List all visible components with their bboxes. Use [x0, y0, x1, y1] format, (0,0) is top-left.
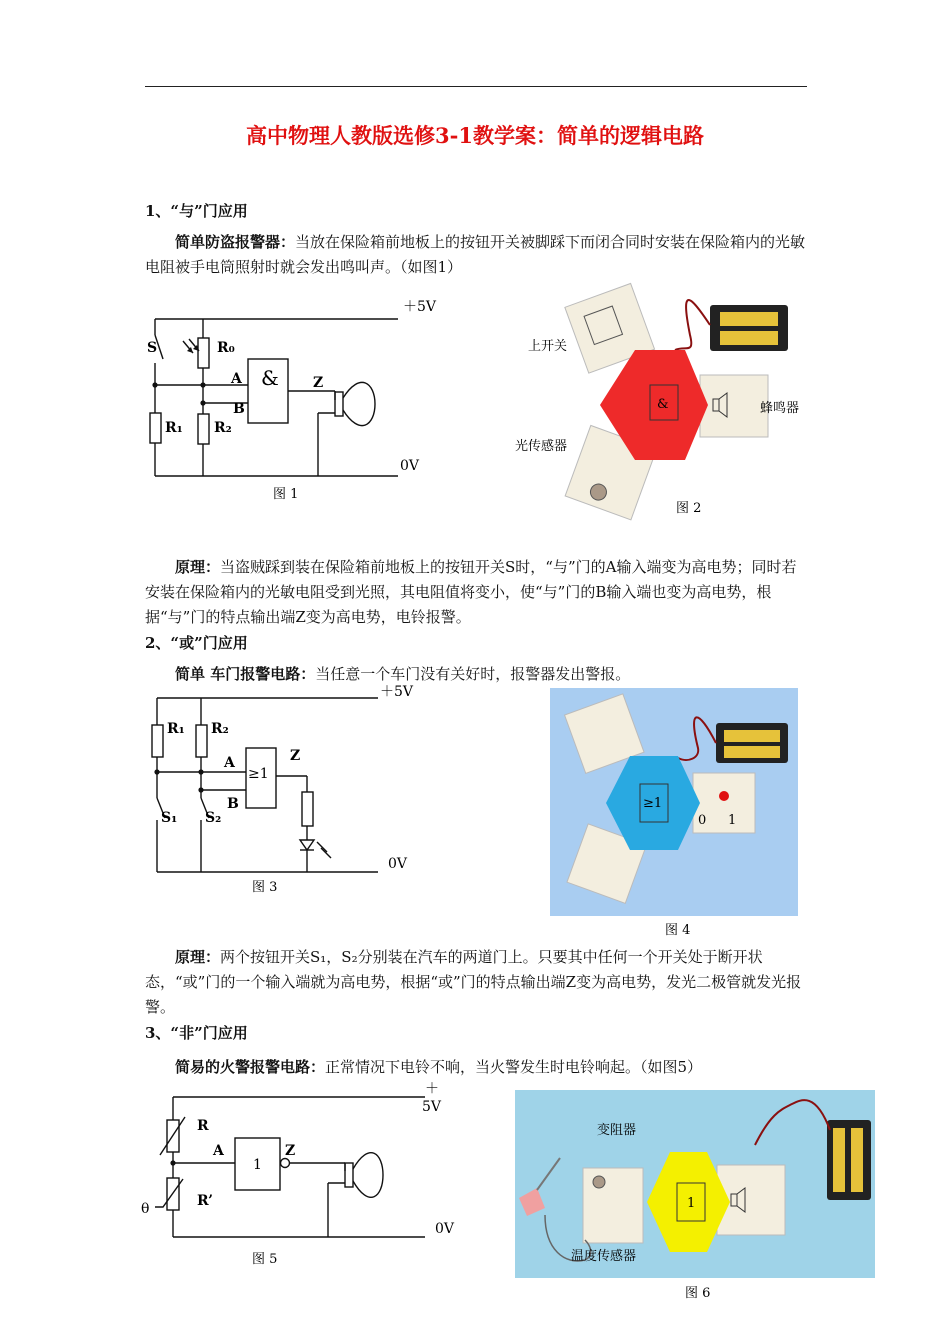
figure4-caption: 图 4: [665, 923, 691, 938]
label-theta: θ: [141, 1201, 150, 1217]
page-title: 高中物理人教版选修3-1教学案：简单的逻辑电路: [246, 123, 704, 148]
label-S: S: [147, 340, 158, 356]
figure4-photo: [548, 688, 798, 944]
ground-label: 0V: [388, 856, 408, 872]
label-Z: Z: [313, 375, 324, 391]
figure1-circuit: [135, 295, 435, 505]
label-buzzer: 蜂鸣器: [760, 401, 800, 416]
figure5-caption: 图 5: [252, 1252, 278, 1267]
supply-label: ＋5V: [380, 684, 414, 700]
principle-lead: 原理：: [175, 558, 221, 576]
figure3-caption: 图 3: [252, 880, 278, 895]
figure6-photo: [515, 1090, 875, 1312]
figure3-circuit: [135, 680, 435, 895]
section1-heading: 1、“与”门应用: [145, 202, 248, 220]
label-A: A: [224, 755, 235, 771]
label-B: B: [227, 796, 239, 812]
label-S1: S₁: [161, 810, 178, 826]
gate-symbol: &: [657, 397, 669, 412]
gate-symbol: ≥1: [643, 796, 663, 811]
label-S2: S₂: [205, 810, 222, 826]
label-Z: Z: [285, 1143, 296, 1159]
section1-intro: [145, 230, 807, 280]
intro-lead: 简单防盗报警器：: [175, 233, 296, 251]
label-R2: R₂: [214, 420, 232, 436]
intro-text: 正常情况下电铃不响，当火警发生时电铃响起。（如图5）: [325, 1058, 703, 1076]
label-Rp: R’: [197, 1193, 214, 1209]
intro-text: 当任意一个车门没有关好时，报警器发出警报。: [315, 665, 631, 683]
label-R: R: [197, 1118, 209, 1134]
section2-heading: 2、“或”门应用: [145, 634, 248, 652]
label-A: A: [231, 371, 242, 387]
figure5-circuit: [135, 1075, 465, 1275]
section2-principle: [145, 945, 807, 1020]
supply-v-label: 5V: [422, 1099, 442, 1115]
rheostat-module: [583, 1168, 643, 1243]
intro-lead: 简易的火警报警电路：: [175, 1058, 326, 1076]
figure6-caption: 图 6: [685, 1286, 711, 1301]
label-B: B: [233, 401, 245, 417]
gate-symbol: 1: [687, 1196, 696, 1211]
figure2-caption: 图 2: [676, 501, 702, 516]
label-rheostat: 变阻器: [597, 1123, 637, 1138]
figure1-caption: 图 1: [273, 487, 299, 502]
gate-symbol: 1: [253, 1157, 262, 1173]
ground-label: 0V: [435, 1221, 455, 1237]
supply-label: ＋5V: [403, 299, 437, 315]
led-off-label: 0: [698, 813, 707, 828]
label-R2: R₂: [211, 721, 229, 737]
supply-plus-label: ＋: [425, 1081, 439, 1097]
led-on-label: 1: [728, 813, 737, 828]
label-temp: 温度传感器: [571, 1249, 637, 1264]
figure2-photo: [510, 275, 800, 525]
label-Z: Z: [290, 748, 301, 764]
label-A: A: [213, 1143, 224, 1159]
label-R1: R₁: [165, 420, 183, 436]
intro-lead: 简单 车门报警电路：: [175, 665, 316, 683]
gate-symbol: &: [261, 366, 279, 390]
intro-text: 当放在保险箱前地板上的按钮开关被脚踩下而闭合同时安装在保险箱内的光敏电阻被手电筒照射时就会发出鸣叫声。（如图1）: [145, 233, 806, 276]
label-R0: R₀: [217, 340, 235, 356]
label-switch: 上开关: [528, 339, 568, 354]
top-rule: [145, 86, 807, 87]
section3-heading: 3、“非”门应用: [145, 1024, 248, 1042]
gate-symbol: ≥1: [248, 766, 269, 782]
section1-principle: [145, 555, 807, 630]
ground-label: 0V: [400, 458, 420, 474]
label-R1: R₁: [167, 721, 185, 737]
principle-lead: 原理：: [175, 948, 221, 966]
buzzer-module: [700, 375, 768, 437]
principle-text: 当盗贼踩到装在保险箱前地板上的按钮开关S时，“与”门的A输入端变为高电势；同时若安装在保险箱内的光敏电阻受到光照，其电阻值将变小，使“与”门的B输入端也变为高电势，根据“与”门的特点输出端Z变为高电势，电铃报警。: [145, 558, 797, 626]
label-sensor: 光传感器: [515, 439, 568, 454]
principle-text: 两个按钮开关S₁，S₂分别装在汽车的两道门上。只要其中任何一个开关处于断开状态，“或”门的一个输入端就为高电势，根据“或”门的特点输出端Z变为高电势，发光二极管就发光报警。: [145, 948, 802, 1016]
